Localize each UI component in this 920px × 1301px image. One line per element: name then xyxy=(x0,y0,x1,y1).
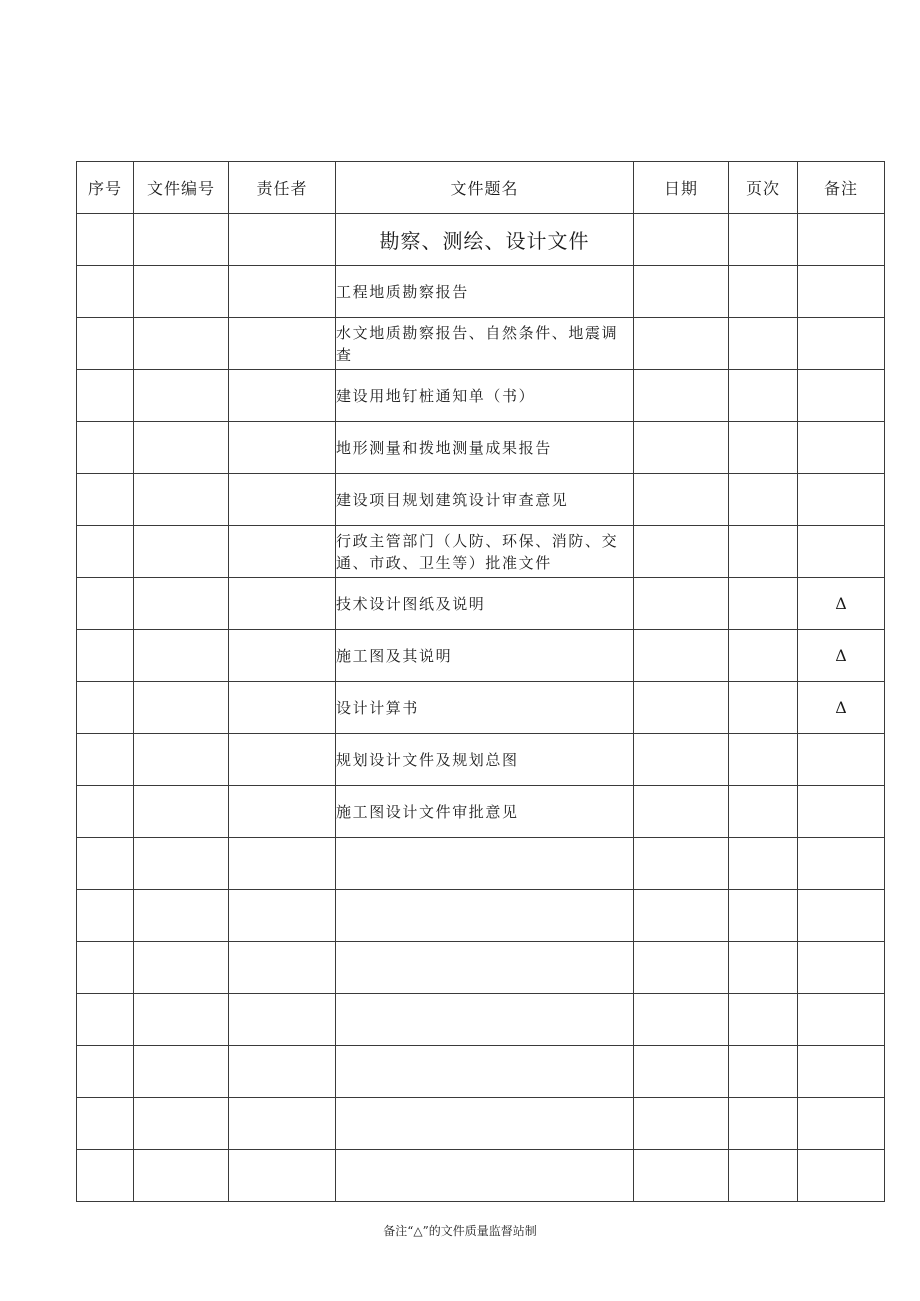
file-no-cell xyxy=(134,890,229,942)
remark-cell xyxy=(798,422,885,474)
remark-cell xyxy=(798,838,885,890)
file-no-cell xyxy=(134,630,229,682)
file-no-cell xyxy=(134,1098,229,1150)
table-row xyxy=(77,734,885,786)
seq-cell xyxy=(77,266,134,318)
file-title: 地形测量和拨地测量成果报告 xyxy=(336,422,634,474)
header-responsible: 责任者 xyxy=(229,162,336,214)
seq-cell xyxy=(77,474,134,526)
file-title: 建设项目规划建筑设计审查意见 xyxy=(336,474,634,526)
section-title: 勘察、测绘、设计文件 xyxy=(336,214,634,266)
header-remark: 备注 xyxy=(798,162,885,214)
header-title: 文件题名 xyxy=(336,162,634,214)
remark-cell xyxy=(798,1046,885,1098)
date-cell xyxy=(634,214,729,266)
file-no-cell xyxy=(134,370,229,422)
date-cell xyxy=(634,734,729,786)
header-file-no: 文件编号 xyxy=(134,162,229,214)
remark-cell xyxy=(798,890,885,942)
responsible-cell xyxy=(229,630,336,682)
responsible-cell xyxy=(229,734,336,786)
responsible-cell xyxy=(229,682,336,734)
remark-cell xyxy=(798,526,885,578)
remark-cell xyxy=(798,1150,885,1202)
pages-cell xyxy=(729,370,798,422)
empty-row xyxy=(77,890,885,942)
table-row xyxy=(77,682,885,734)
responsible-cell xyxy=(229,526,336,578)
responsible-cell xyxy=(229,1098,336,1150)
pages-cell xyxy=(729,838,798,890)
pages-cell xyxy=(729,1098,798,1150)
date-cell xyxy=(634,838,729,890)
remark-cell: Δ xyxy=(798,578,885,630)
seq-cell xyxy=(77,838,134,890)
responsible-cell xyxy=(229,370,336,422)
empty-row xyxy=(77,942,885,994)
date-cell xyxy=(634,1046,729,1098)
footnote: 备注“△”的文件质量监督站制 xyxy=(383,1224,537,1238)
file-catalog-table xyxy=(76,161,885,1202)
table-row xyxy=(77,630,885,682)
pages-cell xyxy=(729,630,798,682)
table-row xyxy=(77,578,885,630)
date-cell xyxy=(634,578,729,630)
empty-row xyxy=(77,994,885,1046)
seq-cell xyxy=(77,994,134,1046)
remark-cell xyxy=(798,474,885,526)
seq-cell xyxy=(77,1046,134,1098)
responsible-cell xyxy=(229,994,336,1046)
file-title: 行政主管部门（人防、环保、消防、交通、市政、卫生等）批准文件 xyxy=(336,526,634,578)
file-no-cell xyxy=(134,474,229,526)
remark-cell xyxy=(798,370,885,422)
table-row xyxy=(77,318,885,370)
responsible-cell xyxy=(229,422,336,474)
responsible-cell xyxy=(229,214,336,266)
seq-cell xyxy=(77,734,134,786)
title-cell xyxy=(336,1046,634,1098)
responsible-cell xyxy=(229,578,336,630)
remark-cell xyxy=(798,214,885,266)
pages-cell xyxy=(729,1046,798,1098)
header-date: 日期 xyxy=(634,162,729,214)
pages-cell xyxy=(729,214,798,266)
seq-cell xyxy=(77,890,134,942)
remark-cell xyxy=(798,1098,885,1150)
date-cell xyxy=(634,994,729,1046)
remark-cell xyxy=(798,318,885,370)
responsible-cell xyxy=(229,1150,336,1202)
date-cell xyxy=(634,1150,729,1202)
table-row xyxy=(77,370,885,422)
file-title: 规划设计文件及规划总图 xyxy=(336,734,634,786)
date-cell xyxy=(634,474,729,526)
table-row xyxy=(77,786,885,838)
pages-cell xyxy=(729,1150,798,1202)
remark-cell xyxy=(798,786,885,838)
title-cell xyxy=(336,890,634,942)
table-row xyxy=(77,422,885,474)
empty-row xyxy=(77,838,885,890)
section-row xyxy=(77,214,885,266)
empty-row xyxy=(77,1098,885,1150)
responsible-cell xyxy=(229,838,336,890)
pages-cell xyxy=(729,942,798,994)
date-cell xyxy=(634,630,729,682)
file-title: 施工图及其说明 xyxy=(336,630,634,682)
file-no-cell xyxy=(134,214,229,266)
file-no-cell xyxy=(134,1150,229,1202)
remark-cell xyxy=(798,266,885,318)
responsible-cell xyxy=(229,266,336,318)
date-cell xyxy=(634,266,729,318)
pages-cell xyxy=(729,266,798,318)
seq-cell xyxy=(77,526,134,578)
file-no-cell xyxy=(134,838,229,890)
pages-cell xyxy=(729,318,798,370)
pages-cell xyxy=(729,890,798,942)
pages-cell xyxy=(729,578,798,630)
file-title: 技术设计图纸及说明 xyxy=(336,578,634,630)
seq-cell xyxy=(77,1150,134,1202)
responsible-cell xyxy=(229,318,336,370)
seq-cell xyxy=(77,370,134,422)
responsible-cell xyxy=(229,474,336,526)
title-cell xyxy=(336,1150,634,1202)
pages-cell xyxy=(729,682,798,734)
table-row xyxy=(77,474,885,526)
seq-cell xyxy=(77,786,134,838)
date-cell xyxy=(634,318,729,370)
table-row xyxy=(77,266,885,318)
file-title: 水文地质勘察报告、自然条件、地震调查 xyxy=(336,318,634,370)
file-title: 设计计算书 xyxy=(336,682,634,734)
seq-cell xyxy=(77,214,134,266)
file-no-cell xyxy=(134,786,229,838)
file-title: 工程地质勘察报告 xyxy=(336,266,634,318)
header-pages: 页次 xyxy=(729,162,798,214)
empty-row xyxy=(77,1046,885,1098)
file-no-cell xyxy=(134,994,229,1046)
title-cell xyxy=(336,838,634,890)
file-title: 施工图设计文件审批意见 xyxy=(336,786,634,838)
seq-cell xyxy=(77,942,134,994)
date-cell xyxy=(634,942,729,994)
pages-cell xyxy=(729,474,798,526)
file-no-cell xyxy=(134,266,229,318)
remark-cell: Δ xyxy=(798,682,885,734)
title-cell xyxy=(336,1098,634,1150)
title-cell xyxy=(336,994,634,1046)
empty-row xyxy=(77,1150,885,1202)
file-title: 建设用地钉桩通知单（书） xyxy=(336,370,634,422)
header-row xyxy=(77,162,885,214)
responsible-cell xyxy=(229,890,336,942)
file-no-cell xyxy=(134,734,229,786)
file-no-cell xyxy=(134,422,229,474)
responsible-cell xyxy=(229,786,336,838)
file-no-cell xyxy=(134,942,229,994)
table-row xyxy=(77,526,885,578)
file-no-cell xyxy=(134,526,229,578)
seq-cell xyxy=(77,578,134,630)
seq-cell xyxy=(77,422,134,474)
seq-cell xyxy=(77,630,134,682)
pages-cell xyxy=(729,526,798,578)
pages-cell xyxy=(729,994,798,1046)
remark-cell xyxy=(798,942,885,994)
seq-cell xyxy=(77,318,134,370)
responsible-cell xyxy=(229,1046,336,1098)
responsible-cell xyxy=(229,942,336,994)
date-cell xyxy=(634,682,729,734)
pages-cell xyxy=(729,422,798,474)
date-cell xyxy=(634,370,729,422)
remark-cell xyxy=(798,994,885,1046)
date-cell xyxy=(634,422,729,474)
seq-cell xyxy=(77,1098,134,1150)
file-no-cell xyxy=(134,1046,229,1098)
title-cell xyxy=(336,942,634,994)
remark-cell xyxy=(798,734,885,786)
file-no-cell xyxy=(134,578,229,630)
file-no-cell xyxy=(134,682,229,734)
pages-cell xyxy=(729,786,798,838)
seq-cell xyxy=(77,682,134,734)
date-cell xyxy=(634,890,729,942)
remark-cell: Δ xyxy=(798,630,885,682)
date-cell xyxy=(634,526,729,578)
date-cell xyxy=(634,786,729,838)
header-seq: 序号 xyxy=(77,162,134,214)
date-cell xyxy=(634,1098,729,1150)
pages-cell xyxy=(729,734,798,786)
file-no-cell xyxy=(134,318,229,370)
